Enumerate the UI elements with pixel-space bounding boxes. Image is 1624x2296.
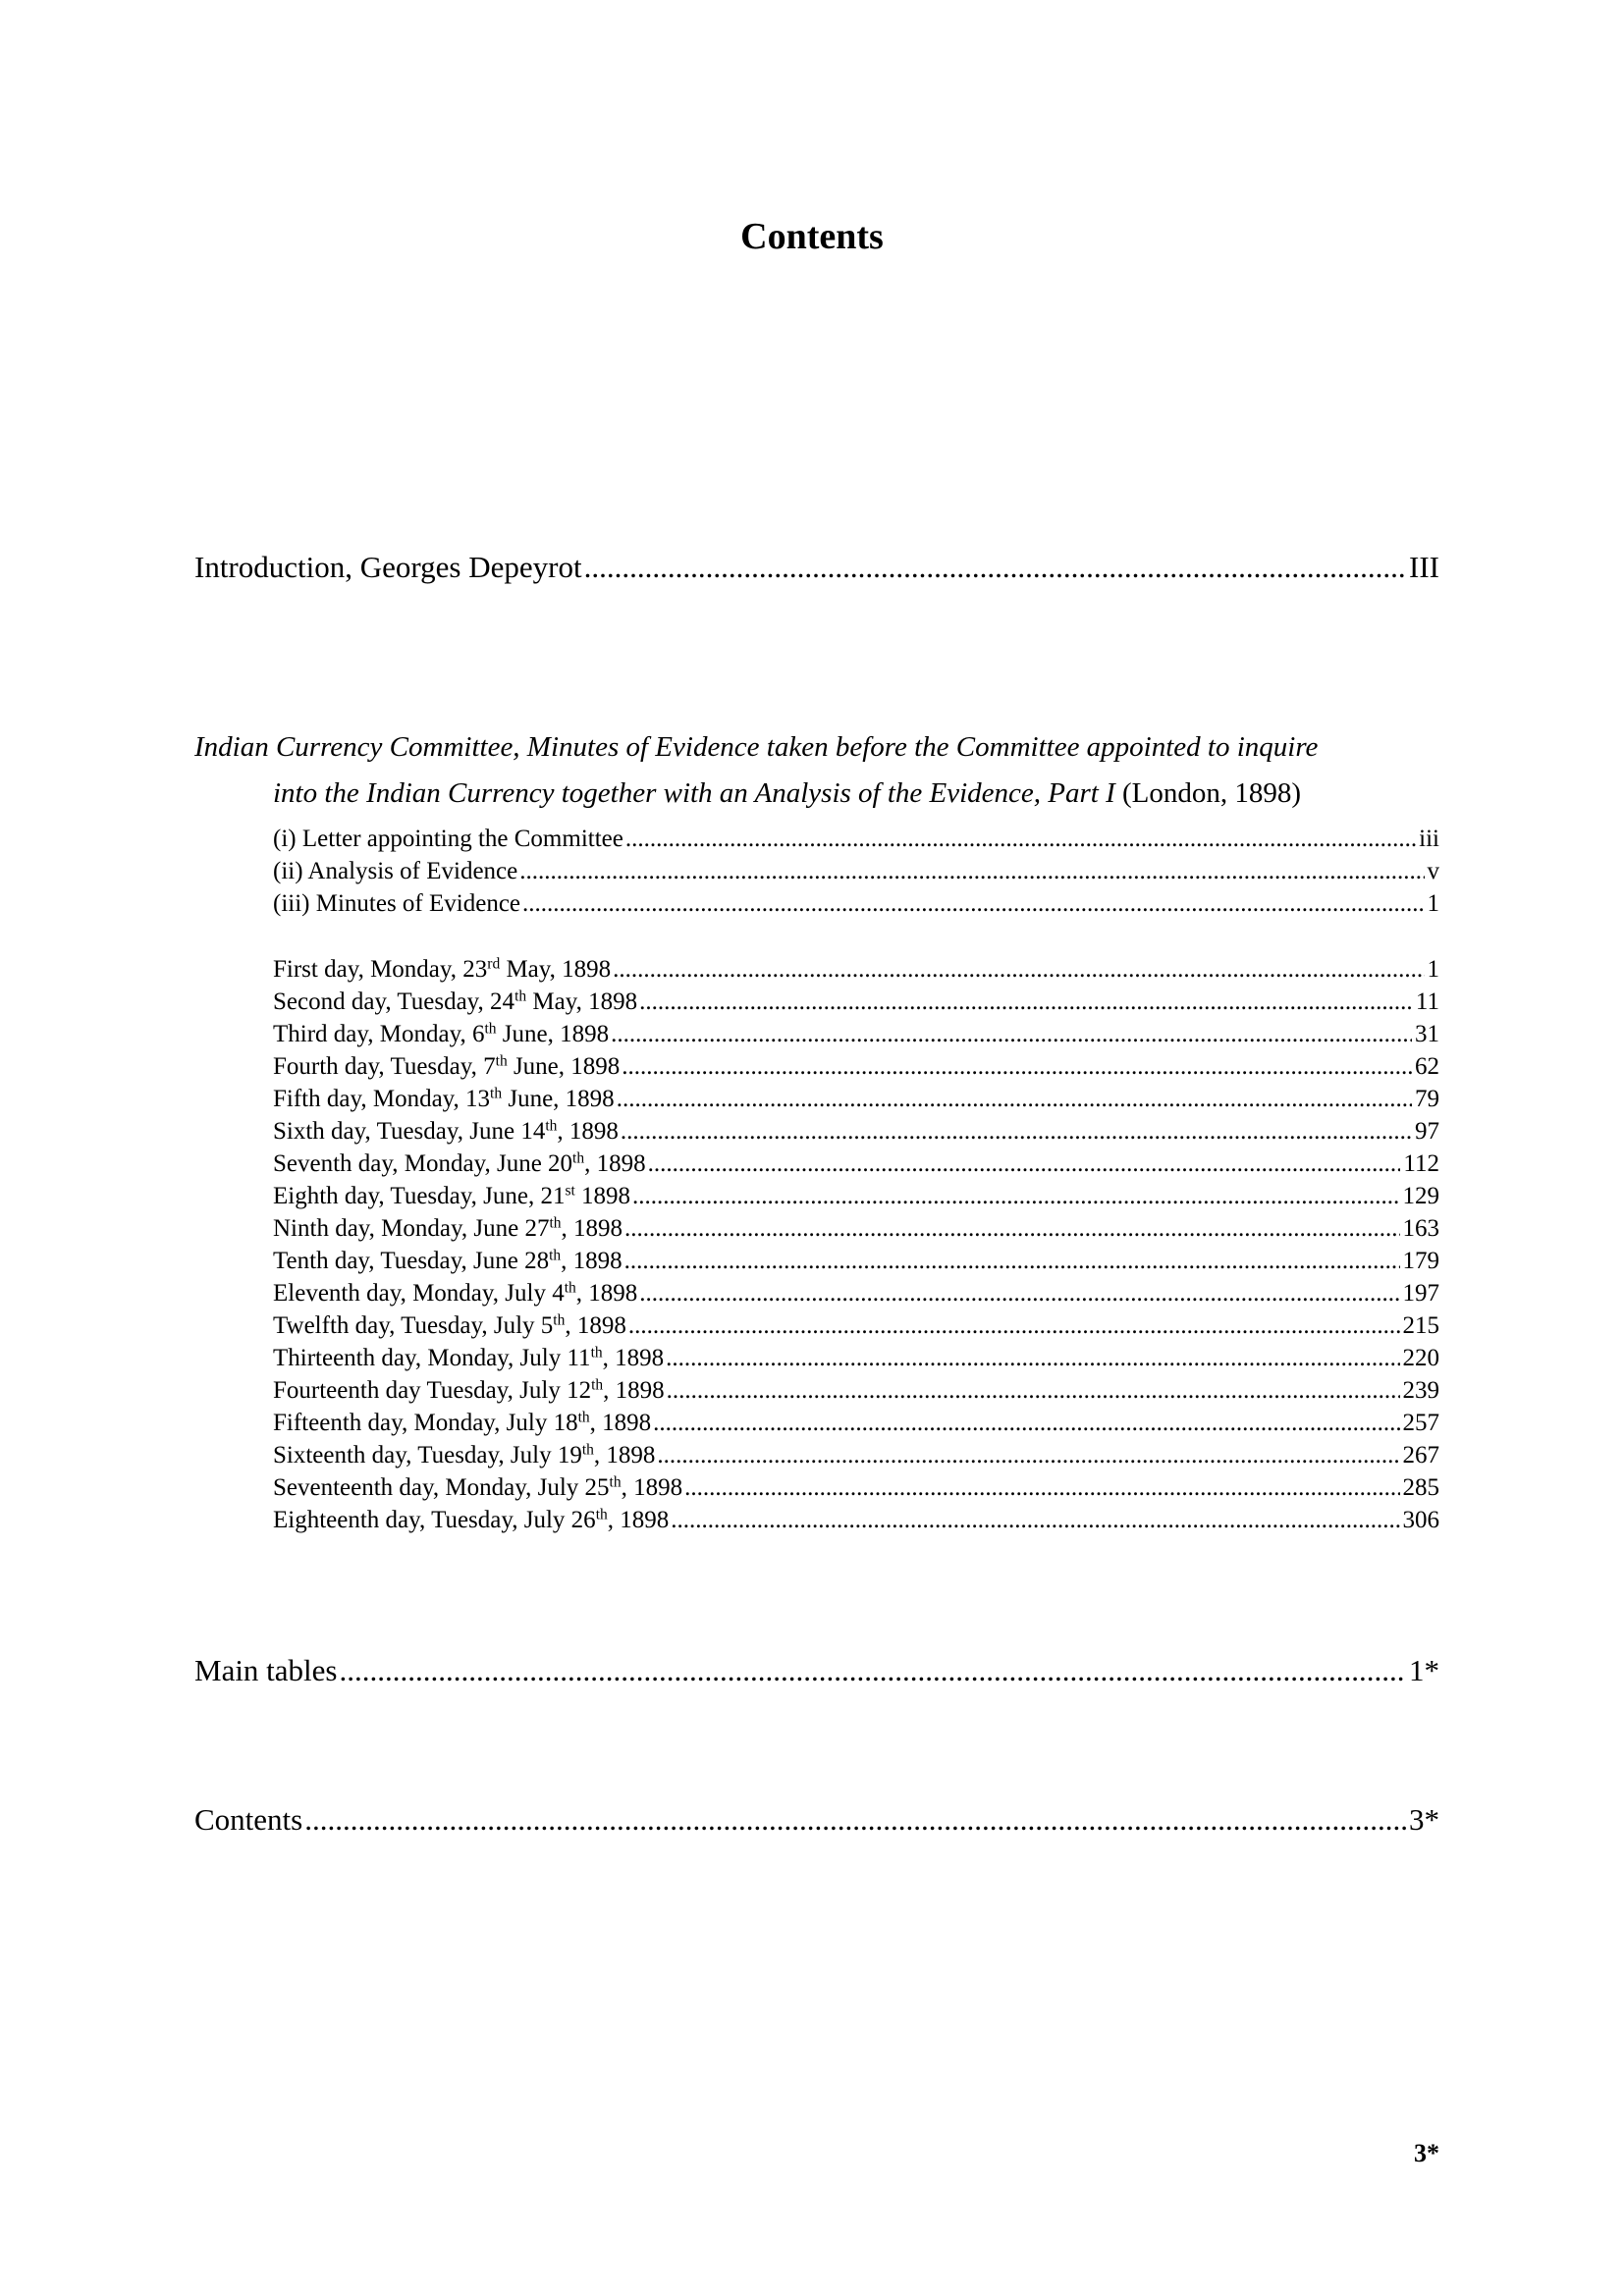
toc-entry-label: (iii) Minutes of Evidence — [273, 890, 521, 917]
toc-entry-page: 1 — [1427, 956, 1439, 983]
dot-leader — [519, 855, 1424, 887]
toc-entry-page: 1* — [1409, 1653, 1439, 1687]
toc-entry-day[interactable] — [273, 1504, 1439, 1536]
toc-entry-page: 179 — [1402, 1248, 1439, 1274]
dot-leader — [522, 887, 1424, 920]
toc-entry-label: Tenth day, Tuesday, June 28th, 1898 — [273, 1247, 623, 1274]
toc-entry-label: Fourth day, Tuesday, 7th June, 1898 — [273, 1052, 621, 1080]
page-number: 3* — [1414, 2139, 1439, 2167]
page-title: Contents — [740, 216, 884, 257]
dot-leader — [667, 1374, 1400, 1407]
dot-leader — [613, 953, 1424, 986]
toc-entry-day[interactable] — [273, 1277, 1439, 1309]
toc-entry-day[interactable] — [273, 1342, 1439, 1374]
toc-entry-day[interactable] — [273, 1245, 1439, 1277]
dot-leader — [666, 1342, 1399, 1374]
toc-entry-label: Eighteenth day, Tuesday, July 26th, 1898 — [273, 1506, 670, 1533]
section-title-line2-plain: (London, 1898) — [1114, 777, 1302, 809]
toc-entry-contents[interactable] — [194, 1800, 1439, 1840]
dot-leader — [657, 1439, 1399, 1471]
toc-entry-day[interactable] — [273, 1180, 1439, 1212]
dot-leader — [304, 1800, 1406, 1840]
toc-entry-label: Main tables — [194, 1653, 338, 1687]
toc-entry-day[interactable] — [273, 1148, 1439, 1180]
toc-entry-label: Introduction, Georges Depeyrot — [194, 550, 582, 584]
toc-entry-label: (ii) Analysis of Evidence — [273, 858, 518, 884]
toc-entry-introduction[interactable] — [194, 548, 1439, 587]
toc-entry-part[interactable] — [273, 823, 1439, 855]
toc-entry-day[interactable] — [273, 986, 1439, 1018]
toc-entry-page: 62 — [1415, 1053, 1439, 1080]
toc-entry-label: First day, Monday, 23rd May, 1898 — [273, 955, 612, 983]
dot-leader — [624, 1245, 1400, 1277]
toc-entry-day[interactable] — [273, 1439, 1439, 1471]
toc-entry-label: Eleventh day, Monday, July 4th, 1898 — [273, 1279, 638, 1307]
toc-entry-label: Fifth day, Monday, 13th June, 1898 — [273, 1085, 615, 1112]
toc-entry-day[interactable] — [273, 953, 1439, 986]
toc-entry-label: Thirteenth day, Monday, July 11th, 1898 — [273, 1344, 665, 1371]
toc-entry-label: Second day, Tuesday, 24th May, 1898 — [273, 988, 638, 1015]
toc-entry-day[interactable] — [273, 1471, 1439, 1504]
dot-leader — [624, 1212, 1399, 1245]
toc-entry-day[interactable] — [273, 1407, 1439, 1439]
dot-leader — [639, 986, 1413, 1018]
toc-entry-page: 197 — [1402, 1280, 1439, 1307]
dot-leader — [648, 1148, 1401, 1180]
toc-entry-page: 267 — [1402, 1442, 1439, 1468]
dot-leader — [671, 1504, 1399, 1536]
dot-leader — [653, 1407, 1399, 1439]
dot-leader — [628, 1309, 1400, 1342]
toc-entry-page: 3* — [1409, 1802, 1439, 1837]
toc-entry-label: Ninth day, Monday, June 27th, 1898 — [273, 1214, 623, 1242]
section-title-line1: Indian Currency Committee, Minutes of Evidence taken before the Committee appointed to inquire — [194, 731, 1319, 763]
toc-entry-page: 11 — [1415, 988, 1439, 1015]
dot-leader — [622, 1050, 1412, 1083]
toc-entry-label: Fifteenth day, Monday, July 18th, 1898 — [273, 1409, 652, 1436]
toc-entry-label: Fourteenth day Tuesday, July 12th, 1898 — [273, 1376, 665, 1404]
toc-entry-page: v — [1427, 858, 1439, 884]
toc-entry-day[interactable] — [273, 1083, 1439, 1115]
toc-entry-label: Eighth day, Tuesday, June, 21st 1898 — [273, 1182, 631, 1209]
toc-entry-day[interactable] — [273, 1212, 1439, 1245]
toc-entry-page: III — [1409, 550, 1439, 584]
toc-entry-label: Seventeenth day, Monday, July 25th, 1898 — [273, 1473, 683, 1501]
toc-entry-label: Sixth day, Tuesday, June 14th, 1898 — [273, 1117, 619, 1145]
toc-entry-page: 239 — [1402, 1377, 1439, 1404]
dot-leader — [617, 1083, 1412, 1115]
toc-entry-page: iii — [1419, 826, 1439, 852]
toc-entry-label: Seventh day, Monday, June 20th, 1898 — [273, 1149, 646, 1177]
toc-entry-page: 220 — [1402, 1345, 1439, 1371]
dot-leader — [584, 548, 1406, 587]
toc-entry-main-tables[interactable] — [194, 1651, 1439, 1690]
toc-entry-part[interactable] — [273, 855, 1439, 887]
toc-entry-page: 97 — [1415, 1118, 1439, 1145]
section-heading — [194, 724, 1439, 817]
dot-leader — [621, 1115, 1412, 1148]
dot-leader — [639, 1277, 1399, 1309]
toc-entry-label: (i) Letter appointing the Committee — [273, 826, 623, 852]
toc-entry-page: 257 — [1402, 1410, 1439, 1436]
section-title-line2-italic: into the Indian Currency together with an Analysis of the Evidence, Part I — [273, 777, 1115, 809]
dot-leader — [684, 1471, 1399, 1504]
toc-entry-page: 215 — [1402, 1312, 1439, 1339]
toc-entry-label: Third day, Monday, 6th June, 1898 — [273, 1020, 610, 1047]
dot-leader — [632, 1180, 1399, 1212]
toc-entry-page: 31 — [1415, 1021, 1439, 1047]
toc-entry-part[interactable] — [273, 887, 1439, 920]
toc-entry-day[interactable] — [273, 1374, 1439, 1407]
toc-entry-page: 112 — [1403, 1150, 1439, 1177]
toc-entry-day[interactable] — [273, 1115, 1439, 1148]
toc-entry-page: 79 — [1415, 1086, 1439, 1112]
toc-entry-page: 1 — [1427, 890, 1439, 917]
dot-leader — [611, 1018, 1412, 1050]
toc-entry-page: 129 — [1402, 1183, 1439, 1209]
dot-leader — [340, 1651, 1407, 1690]
toc-entry-page: 163 — [1402, 1215, 1439, 1242]
toc-entry-label: Twelfth day, Tuesday, July 5th, 1898 — [273, 1311, 626, 1339]
toc-entry-label: Sixteenth day, Tuesday, July 19th, 1898 — [273, 1441, 656, 1468]
toc-entry-day[interactable] — [273, 1018, 1439, 1050]
toc-entry-label: Contents — [194, 1802, 303, 1837]
section-title-line2 — [194, 771, 1439, 817]
toc-entry-day[interactable] — [273, 1050, 1439, 1083]
toc-entry-page: 285 — [1402, 1474, 1439, 1501]
toc-entry-day[interactable] — [273, 1309, 1439, 1342]
dot-leader — [625, 823, 1416, 855]
toc-entry-page: 306 — [1402, 1507, 1439, 1533]
